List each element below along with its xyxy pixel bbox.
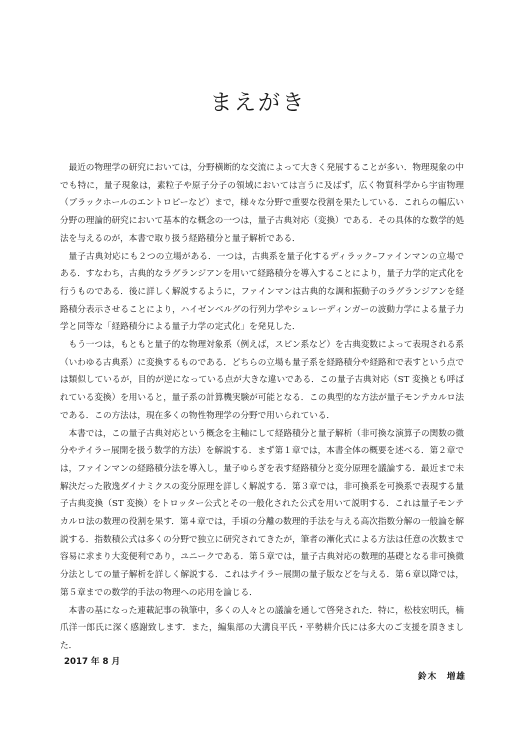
paragraph: 最近の物理学の研究においては，分野横断的な交流によって大きく発展することが多い．物理現象の中でも特に，量子現象は，素粒子や原子分子の領域においては言うに及ばず，広く物質科学から宇宙物理（ブラックホールのエントロピーなど）まで，様々な分野で重要な役割を果たしている．これらの幅広い分野の理論的研究において基本的な概念の一つは，量子古典対応（変換）である．その具体的な数学的処法を与えるのが，本書で取り扱う経路積分と量子解析である． <box>60 163 464 244</box>
author-signature: 鈴木 増雄 <box>418 672 466 682</box>
paragraph: 本書の基になった連載記事の執筆中，多くの人々との議論を通して啓発された．特に，松枝宏明氏，楠爪洋一郎氏に深く感謝致します．また，編集部の大溝良平氏・平勢耕介氏には多大のご支援を頂きました． <box>60 605 464 651</box>
preface-body <box>60 160 464 656</box>
page-title: まえがき <box>209 91 306 116</box>
paragraph: 本書では，この量子古典対応という概念を主軸にして経路積分と量子解析（非可換な演算子の関数の微分やテイラー展開を扱う数学的方法）を解説する．まず第１章では，本書全体の概要を述べる．第２章では，ファインマンの経路積分法を導入し，量子ゆらぎを表す経路積分と変分原理を議論する．最近まで未解決だった散逸ダイナミクスの変分原理を詳しく解説する．第３章では，非可換系を可換系で表現する量子古典変換（ST 変換）をトロッター公式とその一般化された公式を用いて説明する．これは量子モンテカルロ法の数理の役割を果す．第４章では，手頃の分離の数理的手法を与える高次指数分解の一般論を解説する．指数積公式は多くの分野で独立に研究されてきたが，筆者の漸化式による方法は任意の次数まで容易に求まり大変便利であり，ユニークである．第５章では，量子古典対応の数理的基礎となる非可換微分法としての量子解析を詳しく解説する．これはテイラー展開の量子版などを与える．第６章以降では，第５章までの数学的手法の物理への応用を論じる． <box>60 428 464 598</box>
date-line: 2017 年 8 月 <box>64 657 121 667</box>
paragraph: 量子古典対応にも２つの立場がある．一つは，古典系を量子化するディラック–ファインマンの立場である．すなわち，古典的なラグランジアンを用いて経路積分を導入することにより，量子力学的定式化を行うものである．後に詳しく解説するように，ファインマンは古典的な調和振動子のラグランジアンを経路積分表示させることにより，ハイゼンベルグの行列力学やシュレーディンガーの波動力学による量子力学と同等な「経路積分による量子力学の定式化」を発見した． <box>60 251 464 333</box>
paragraph: もう一つは，もともと量子的な物理対象系（例えば，スピン系など）を古典変数によって表現される系（いわゆる古典系）に変換するものである．どちらの立場も量子系を経路積分や経路和で表すという点では類似しているが，目的が逆になっている点が大きな違いである．この量子古典対応（ST 変換とも呼ばれている変換）を用いると，量子系の計算機実験が可能となる．この典型的な方法が量子モンテカルロ法である．この方法は，現在多くの物性物理学の分野で用いられている． <box>60 340 464 421</box>
